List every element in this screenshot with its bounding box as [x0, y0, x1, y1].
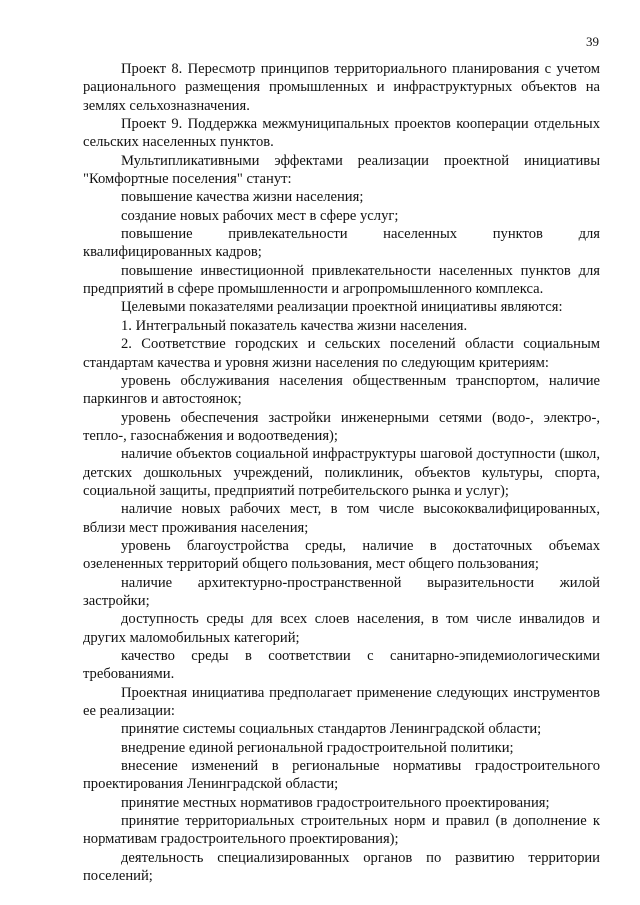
paragraph-criterion-accessibility: доступность среды для всех слоев населения, в том числе инвалидов и других маломобильных категорий; [83, 611, 600, 646]
paragraph-instruments-intro: Проектная инициатива предполагает применение следующих инструментов ее реализации: [83, 684, 600, 720]
paragraph-criterion-transport: уровень обслуживания населения общественным транспортом, наличие паркингов и автостоянок; [83, 372, 600, 408]
paragraph-instrument-regional-norms: внесение изменений в региональные нормативы градостроительного проектирования Ленинградской области; [83, 758, 600, 793]
paragraph-criterion-landscaping: уровень благоустройства среды, наличие в достаточных объемах озелененных территорий общего пользования, мест общего пользования; [83, 537, 600, 573]
paragraph-criterion-architecture: наличие архитектурно-пространственной выразительности жилой застройки; [83, 574, 600, 609]
paragraph-instrument-local-norms: принятие местных нормативов градостроительного проектирования; [121, 794, 550, 811]
paragraph-multiplier-effects-intro: Мультипликативными эффектами реализации проектной инициативы "Комфортные поселения" станут: [83, 152, 600, 188]
page-number: 39 [586, 34, 599, 49]
paragraph-effect-investment: повышение инвестиционной привлекательности населенных пунктов для предприятий в сфере промышленности и агропромышленного комплекса. [83, 262, 600, 298]
paragraph-effect-attractiveness: повышение привлекательности населенных пунктов для квалифицированных кадров; [83, 226, 600, 261]
paragraph-effect-quality-of-life: повышение качества жизни населения; [121, 189, 364, 206]
paragraph-project-8: Проект 8. Пересмотр принципов территориального планирования с учетом рационального размещения промышленных и инфраструктурных объектов на землях сельхозназначения. [83, 61, 600, 114]
paragraph-indicator-2: 2. Соответствие городских и сельских поселений области социальным стандартам качества и уровня жизни населения по следующим критериям: [83, 336, 600, 371]
paragraph-instrument-urban-policy: внедрение единой региональной градостроительной политики; [121, 739, 514, 756]
paragraph-instrument-specialized-bodies: деятельность специализированных органов по развитию территории поселений; [83, 849, 600, 885]
paragraph-criterion-jobs: наличие новых рабочих мест, в том числе высококвалифицированных, вблизи мест проживания населения; [83, 501, 600, 536]
paragraph-instrument-social-standards: принятие системы социальных стандартов Ленинградской области; [121, 721, 542, 738]
paragraph-criterion-utilities: уровень обеспечения застройки инженерными сетями (водо-, электро-, тепло-, газоснабжения и водоотведения); [83, 409, 600, 444]
paragraph-effect-new-jobs: создание новых рабочих мест в сфере услуг; [121, 207, 399, 224]
paragraph-indicator-1: 1. Интегральный показатель качества жизни населения. [121, 317, 468, 334]
body-text [83, 60, 600, 885]
paragraph-instrument-territorial-codes: принятие территориальных строительных норм и правил (в дополнение к нормативам градостроительного проектирования); [83, 813, 600, 848]
paragraph-target-indicators-intro: Целевыми показателями реализации проектной инициативы являются: [121, 299, 563, 316]
paragraph-criterion-social-infrastructure: наличие объектов социальной инфраструктуры шаговой доступности (школ, детских дошкольных учреждений, поликлиник, объектов культуры, спорта, социальной защиты, предприятий потребительского рынка и услуг); [83, 446, 600, 499]
paragraph-project-9: Проект 9. Поддержка межмуниципальных проектов кооперации отдельных сельских населенных пунктов. [83, 116, 600, 151]
paragraph-criterion-sanitary: качество среды в соответствии с санитарно-эпидемиологическими требованиями. [83, 648, 600, 683]
